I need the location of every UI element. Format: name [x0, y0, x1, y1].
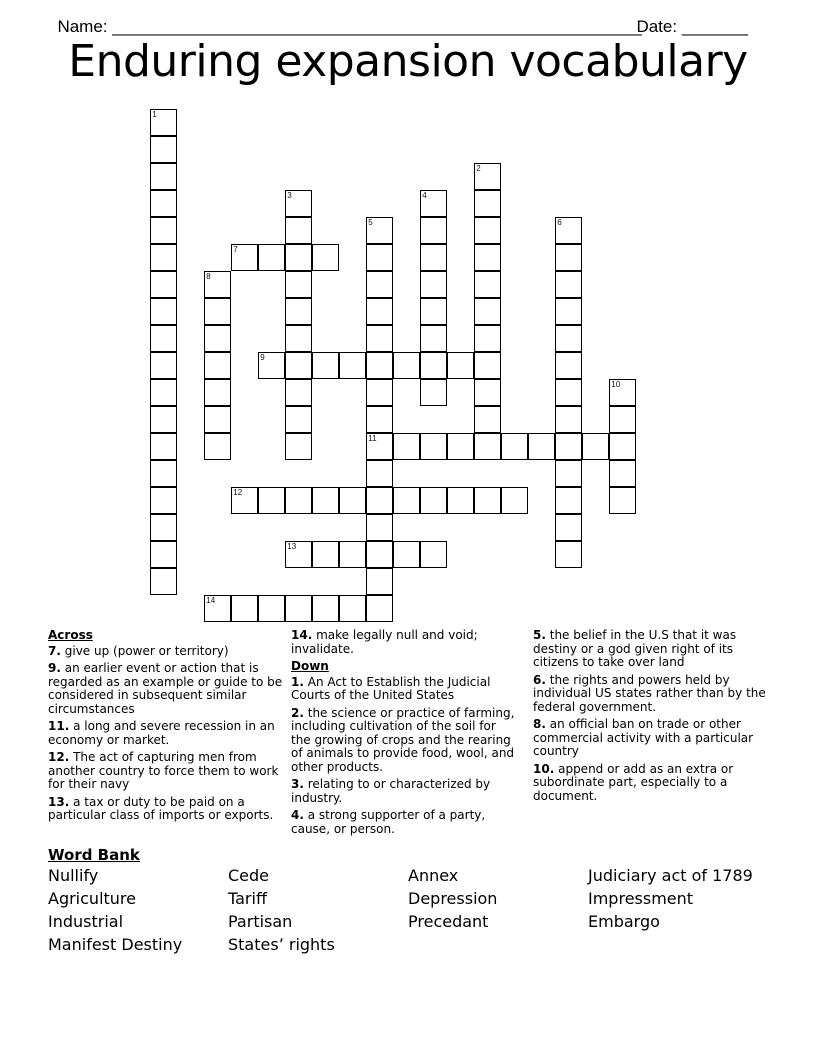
grid-cell[interactable]	[555, 514, 582, 541]
grid-cell[interactable]	[474, 190, 501, 217]
grid-cell[interactable]	[555, 487, 582, 514]
word-bank-item: Tariff	[228, 889, 267, 908]
grid-cell[interactable]	[150, 379, 177, 406]
grid-cell[interactable]	[150, 514, 177, 541]
clue-text: the science or practice of farming, including cultivation of the soil for the growing of crops and the rearing of animals to provide food, wool, and other products.	[291, 705, 515, 774]
clue-number: 10.	[533, 761, 555, 776]
grid-cell[interactable]	[555, 379, 582, 406]
clue-number: 14.	[291, 628, 313, 642]
grid-cell[interactable]	[285, 244, 312, 271]
grid-cell[interactable]	[312, 352, 339, 379]
clue-number: 8.	[533, 717, 546, 731]
grid-cell[interactable]	[609, 460, 636, 487]
clue-number: 3.	[291, 777, 304, 791]
grid-cell[interactable]	[420, 190, 447, 217]
grid-cell[interactable]	[366, 379, 393, 406]
grid-cell[interactable]	[312, 541, 339, 568]
grid-cell[interactable]	[366, 244, 393, 271]
grid-cell[interactable]	[258, 244, 285, 271]
grid-cell[interactable]	[150, 136, 177, 163]
grid-cell[interactable]	[447, 487, 474, 514]
grid-cell[interactable]	[609, 379, 636, 406]
grid-cell[interactable]	[150, 568, 177, 595]
grid-cell[interactable]	[393, 487, 420, 514]
clue-number-label: 11	[368, 434, 377, 444]
clue-text: a tax or duty to be paid on a particular class of imports or exports.	[48, 794, 274, 822]
grid-cell[interactable]	[150, 433, 177, 460]
grid-cell[interactable]	[312, 244, 339, 271]
grid-cell[interactable]	[474, 406, 501, 433]
grid-cell[interactable]	[285, 433, 312, 460]
word-bank-item: Judiciary act of 1789	[588, 866, 753, 885]
grid-cell[interactable]	[420, 433, 447, 460]
grid-cell[interactable]	[366, 217, 393, 244]
word-bank-item: Annex	[408, 866, 459, 885]
clue-number: 5.	[533, 628, 546, 642]
grid-cell[interactable]	[474, 325, 501, 352]
clue-down-1	[291, 676, 519, 703]
grid-cell[interactable]	[285, 379, 312, 406]
clue-text: give up (power or territory)	[64, 643, 229, 658]
grid-cell[interactable]	[204, 298, 231, 325]
grid-cell[interactable]	[474, 163, 501, 190]
grid-cell[interactable]	[366, 568, 393, 595]
grid-cell[interactable]	[204, 352, 231, 379]
word-bank-item: Embargo	[588, 912, 660, 931]
clue-text: make legally null and void; invalidate.	[291, 628, 478, 656]
grid-cell[interactable]	[420, 244, 447, 271]
grid-cell[interactable]	[285, 541, 312, 568]
clue-number-label: 1	[152, 110, 157, 120]
grid-cell[interactable]	[555, 433, 582, 460]
grid-cell[interactable]	[420, 487, 447, 514]
grid-cell[interactable]	[312, 487, 339, 514]
word-bank-list	[48, 866, 788, 955]
grid-cell[interactable]	[474, 244, 501, 271]
grid-cell[interactable]	[366, 514, 393, 541]
clue-across-11	[48, 720, 284, 747]
grid-cell[interactable]	[366, 433, 393, 460]
grid-cell[interactable]	[501, 433, 528, 460]
clue-across-12	[48, 751, 284, 792]
grid-cell[interactable]	[150, 190, 177, 217]
grid-cell[interactable]	[285, 352, 312, 379]
grid-cell[interactable]	[420, 298, 447, 325]
grid-cell[interactable]	[555, 325, 582, 352]
grid-cell[interactable]	[474, 217, 501, 244]
name-label: Name:	[57, 17, 113, 36]
grid-cell[interactable]	[555, 217, 582, 244]
grid-cell[interactable]	[150, 217, 177, 244]
grid-cell[interactable]	[366, 595, 393, 622]
grid-cell[interactable]	[393, 352, 420, 379]
word-bank-item: Industrial	[48, 912, 124, 931]
clue-number-label: 7	[233, 245, 238, 255]
grid-cell[interactable]	[420, 217, 447, 244]
clue-number-label: 8	[206, 272, 211, 282]
clue-number-label: 10	[611, 380, 621, 390]
clue-text: a strong supporter of a party, cause, or person.	[291, 808, 486, 836]
grid-cell[interactable]	[258, 595, 285, 622]
grid-cell[interactable]	[555, 541, 582, 568]
clue-across-13	[48, 796, 284, 823]
word-bank	[48, 846, 788, 955]
grid-cell[interactable]	[204, 433, 231, 460]
grid-cell[interactable]	[474, 271, 501, 298]
grid-cell[interactable]	[312, 595, 339, 622]
clue-number-label: 5	[368, 218, 373, 228]
grid-cell[interactable]	[420, 325, 447, 352]
grid-cell[interactable]	[366, 325, 393, 352]
clue-text: relating to or characterized by industry.	[291, 777, 491, 805]
grid-cell[interactable]	[420, 541, 447, 568]
grid-cell[interactable]	[150, 325, 177, 352]
grid-cell[interactable]	[474, 298, 501, 325]
clue-number: 2.	[291, 705, 304, 720]
grid-cell[interactable]	[609, 406, 636, 433]
grid-cell[interactable]	[258, 352, 285, 379]
grid-cell[interactable]	[420, 352, 447, 379]
clues-column-3	[533, 629, 773, 807]
down-heading: Down	[291, 659, 329, 673]
grid-cell[interactable]	[285, 271, 312, 298]
word-bank-item: States’ rights	[228, 935, 335, 954]
clue-across-7	[48, 645, 284, 659]
clue-number-label: 14	[206, 596, 216, 606]
grid-cell[interactable]	[555, 352, 582, 379]
clue-down-3	[291, 778, 519, 805]
grid-cell[interactable]	[285, 487, 312, 514]
clue-text: The act of capturing men from another country to force them to work for their navy	[48, 750, 279, 791]
clue-down-8	[533, 718, 773, 759]
clue-number: 4.	[291, 808, 304, 822]
clue-number-label: 3	[287, 191, 292, 201]
grid-cell[interactable]	[555, 298, 582, 325]
word-bank-item: Agriculture	[48, 889, 136, 908]
clue-number: 1.	[291, 674, 304, 689]
grid-cell[interactable]	[150, 298, 177, 325]
grid-cell[interactable]	[285, 325, 312, 352]
word-bank-item: Precedant	[408, 912, 489, 931]
clues-column-2	[291, 629, 519, 840]
grid-cell[interactable]	[150, 109, 177, 136]
grid-cell[interactable]	[555, 406, 582, 433]
grid-cell[interactable]	[447, 352, 474, 379]
grid-cell[interactable]	[285, 190, 312, 217]
clues-column-1	[48, 629, 284, 827]
clue-down-10	[533, 763, 773, 804]
grid-cell[interactable]	[204, 271, 231, 298]
grid-cell[interactable]	[339, 541, 366, 568]
date-label: Date:	[636, 17, 682, 36]
clue-number: 13.	[48, 794, 70, 809]
grid-cell[interactable]	[609, 433, 636, 460]
grid-cell[interactable]	[285, 595, 312, 622]
grid-cell[interactable]	[474, 352, 501, 379]
grid-cell[interactable]	[231, 244, 258, 271]
grid-cell[interactable]	[150, 541, 177, 568]
grid-cell[interactable]	[231, 487, 258, 514]
grid-cell[interactable]	[501, 487, 528, 514]
clue-down-2	[291, 707, 519, 775]
clue-number: 6.	[533, 672, 546, 687]
grid-cell[interactable]	[231, 595, 258, 622]
grid-cell[interactable]	[285, 406, 312, 433]
grid-cell[interactable]	[258, 487, 285, 514]
clue-number: 11.	[48, 719, 70, 733]
grid-cell[interactable]	[339, 352, 366, 379]
clue-text: append or add as an extra or subordinate part, especially to a document.	[533, 761, 734, 803]
clue-number-label: 4	[422, 191, 427, 201]
clue-text: the belief in the U.S that it was destiny or a god given right of its citizens to take over land	[533, 628, 737, 669]
date-blank[interactable]: _______	[681, 17, 748, 36]
grid-cell[interactable]	[366, 541, 393, 568]
grid-cell[interactable]	[150, 487, 177, 514]
grid-cell[interactable]	[339, 487, 366, 514]
clue-number: 7.	[48, 643, 61, 658]
word-bank-item: Depression	[408, 889, 498, 908]
grid-cell[interactable]	[150, 460, 177, 487]
grid-cell[interactable]	[204, 595, 231, 622]
clue-text: the rights and powers held by individual US states rather than by the federal government.	[533, 672, 766, 714]
grid-cell[interactable]	[609, 487, 636, 514]
name-blank[interactable]: ________________________________________________________	[112, 17, 642, 36]
grid-cell[interactable]	[150, 271, 177, 298]
grid-cell[interactable]	[420, 379, 447, 406]
grid-cell[interactable]	[420, 271, 447, 298]
grid-cell[interactable]	[555, 244, 582, 271]
grid-cell[interactable]	[393, 541, 420, 568]
grid-cell[interactable]	[582, 433, 609, 460]
word-bank-item: Manifest Destiny	[48, 935, 183, 954]
clue-number-label: 6	[557, 218, 562, 228]
page-title: Enduring expansion vocabulary	[68, 36, 748, 87]
grid-cell[interactable]	[447, 433, 474, 460]
grid-cell[interactable]	[366, 271, 393, 298]
grid-cell[interactable]	[150, 406, 177, 433]
grid-cell[interactable]	[285, 298, 312, 325]
grid-cell[interactable]	[204, 325, 231, 352]
grid-cell[interactable]	[204, 379, 231, 406]
word-bank-item: Nullify	[48, 866, 99, 885]
grid-cell[interactable]	[150, 163, 177, 190]
clue-text: an official ban on trade or other commercial activity with a particular country	[533, 717, 754, 758]
grid-cell[interactable]	[393, 433, 420, 460]
grid-cell[interactable]	[366, 406, 393, 433]
grid-cell[interactable]	[474, 433, 501, 460]
clue-down-6	[533, 674, 773, 715]
clue-number-label: 2	[476, 164, 481, 174]
clue-number: 9.	[48, 661, 61, 675]
grid-cell[interactable]	[366, 298, 393, 325]
grid-cell[interactable]	[339, 595, 366, 622]
word-bank-item: Partisan	[228, 912, 293, 931]
clue-text: an earlier event or action that is regarded as an example or guide to be considered in subsequent similar circumstances	[48, 661, 283, 716]
clue-number-label: 13	[287, 542, 297, 552]
grid-cell[interactable]	[555, 271, 582, 298]
clue-number: 12.	[48, 750, 70, 764]
clue-text: a long and severe recession in an economy or market.	[48, 719, 275, 747]
clue-across-14	[291, 629, 519, 656]
clue-text: An Act to Establish the Judicial Courts of the United States	[291, 674, 491, 702]
grid-cell[interactable]	[474, 487, 501, 514]
grid-cell[interactable]	[528, 433, 555, 460]
grid-cell[interactable]	[204, 406, 231, 433]
grid-cell[interactable]	[366, 487, 393, 514]
clue-down-5	[533, 629, 773, 670]
grid-cell[interactable]	[285, 217, 312, 244]
grid-cell[interactable]	[150, 244, 177, 271]
across-heading: Across	[48, 628, 93, 642]
grid-cell[interactable]	[555, 460, 582, 487]
grid-cell[interactable]	[150, 352, 177, 379]
grid-cell[interactable]	[366, 352, 393, 379]
grid-cell[interactable]	[366, 460, 393, 487]
grid-cell[interactable]	[474, 379, 501, 406]
word-bank-item: Impressment	[588, 889, 694, 908]
word-bank-title: Word Bank	[48, 846, 140, 864]
clue-number-label: 12	[233, 488, 243, 498]
clue-number-label: 9	[260, 353, 265, 363]
clue-across-9	[48, 662, 284, 716]
clue-down-4	[291, 809, 519, 836]
word-bank-item: Cede	[228, 866, 270, 885]
